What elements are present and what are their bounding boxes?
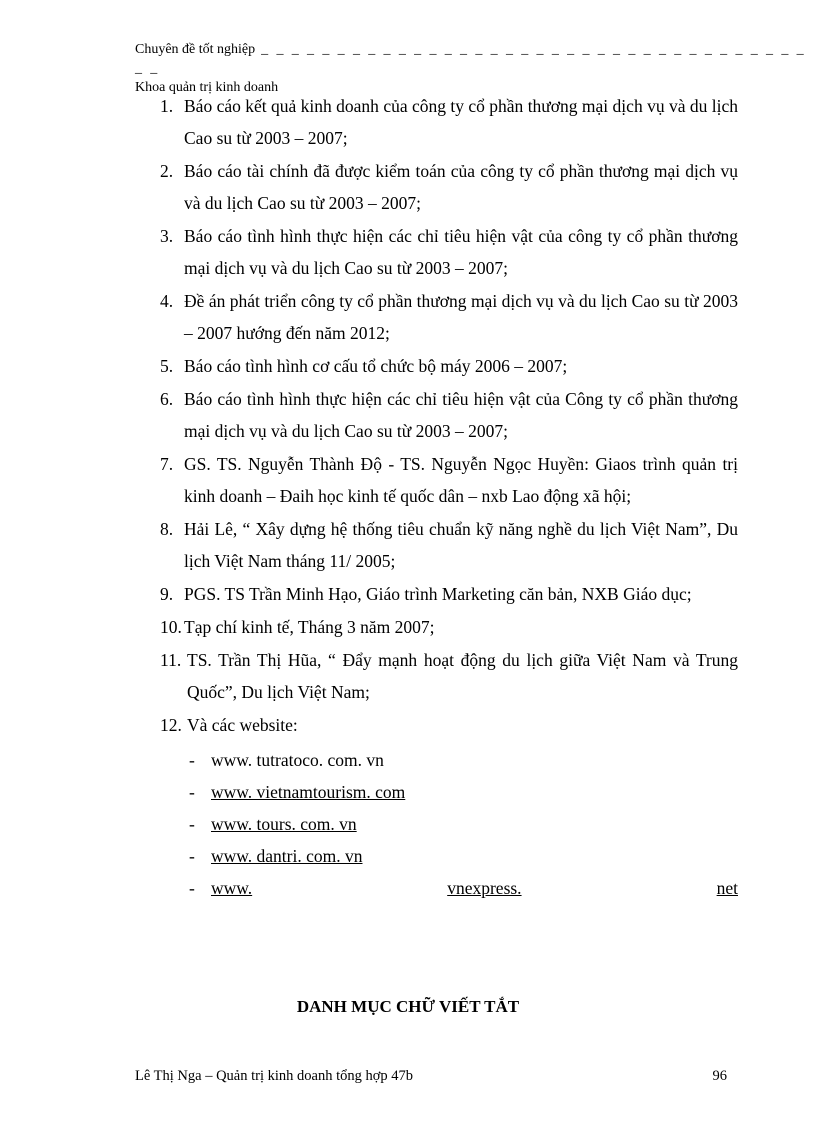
reference-number: 10. xyxy=(160,617,182,637)
reference-text: Báo cáo tình hình thực hiện các chỉ tiêu hiện vật của Công ty cổ phần thương mại dịch vụ và du lịch Cao su từ 2003 – 2007; xyxy=(184,389,738,441)
reference-number: 2. xyxy=(160,161,174,181)
reference-text: Báo cáo tình hình thực hiện các chỉ tiêu hiện vật của công ty cổ phần thương mại dịch vụ và du lịch Cao su từ 2003 – 2007; xyxy=(184,226,738,278)
reference-text: Hải Lê, “ Xây dựng hệ thống tiêu chuẩn kỹ năng nghề du lịch Việt Nam”, Du lịch Việt Nam tháng 11/ 2005; xyxy=(184,519,738,571)
reference-item xyxy=(160,155,738,219)
website-item xyxy=(187,872,738,904)
list-dash: - xyxy=(189,814,195,834)
page-header xyxy=(135,40,816,97)
website-link-vietnamtourism[interactable]: www. vietnamtourism. com xyxy=(211,782,406,802)
reference-item xyxy=(160,90,738,154)
website-item xyxy=(187,776,738,808)
reference-item xyxy=(160,578,738,610)
website-list xyxy=(187,744,738,904)
list-dash: - xyxy=(189,878,195,898)
reference-text: Báo cáo tài chính đã được kiểm toán của công ty cổ phần thương mại dịch vụ và du lịch Cao su từ 2003 – 2007; xyxy=(184,161,738,213)
page-number: 96 xyxy=(712,1068,727,1084)
reference-text: TS. Trần Thị Hũa, “ Đẩy mạnh hoạt động du lịch giữa Việt Nam và Trung Quốc”, Du lịch Việt Nam; xyxy=(187,650,738,702)
reference-text: Báo cáo kết quả kinh doanh của công ty cổ phần thương mại dịch vụ và du lịch Cao su từ 2003 – 2007; xyxy=(184,96,738,148)
header-dashes: _ _ _ _ _ _ _ _ _ _ _ _ _ _ _ _ _ _ _ _ _ _ _ _ _ _ _ _ _ _ _ _ _ _ _ _ _ _ xyxy=(135,42,807,76)
section-heading: DANH MỤC CHỮ VIẾT TẮT xyxy=(296,997,520,1016)
reference-number: 1. xyxy=(160,96,174,116)
header-title: Chuyên đề tốt nghiệp xyxy=(135,42,256,57)
website-link-dantri[interactable]: www. dantri. com. vn xyxy=(211,846,363,866)
website-item xyxy=(187,744,738,776)
website-link-vnexpress[interactable] xyxy=(211,872,738,904)
list-dash: - xyxy=(189,750,195,770)
website-item xyxy=(187,840,738,872)
reference-item xyxy=(160,709,738,904)
footer-author: Lê Thị Nga – Quản trị kinh doanh tổng hợp 47b xyxy=(135,1068,414,1084)
vnexpress-part-tld: net xyxy=(716,878,738,898)
page-footer xyxy=(135,1068,727,1085)
reference-number: 5. xyxy=(160,356,174,376)
vnexpress-part-www: www. xyxy=(211,878,253,898)
reference-item xyxy=(160,513,738,577)
vnexpress-part-domain: vnexpress. xyxy=(447,878,522,898)
reference-item xyxy=(160,220,738,284)
list-dash: - xyxy=(189,782,195,802)
reference-text: PGS. TS Trần Minh Hạo, Giáo trình Marketing căn bản, NXB Giáo dục; xyxy=(184,584,692,604)
reference-number: 12. xyxy=(160,715,182,735)
header-line-1 xyxy=(135,40,816,78)
reference-item xyxy=(160,285,738,349)
reference-text: Báo cáo tình hình cơ cấu tổ chức bộ máy 2006 – 2007; xyxy=(184,356,568,376)
reference-item xyxy=(160,448,738,512)
reference-list xyxy=(160,90,738,905)
reference-item xyxy=(160,383,738,447)
reference-number: 4. xyxy=(160,291,174,311)
reference-number: 3. xyxy=(160,226,174,246)
website-item xyxy=(187,808,738,840)
reference-text: GS. TS. Nguyễn Thành Độ - TS. Nguyễn Ngọc Huyền: Giaos trình quản trị kinh doanh – Đaih học kinh tế quốc dân – nxb Lao động xã hội; xyxy=(184,454,738,506)
reference-text: Và các website: xyxy=(187,715,298,735)
reference-number: 6. xyxy=(160,389,174,409)
website-link-tutratoco[interactable]: www. tutratoco. com. vn xyxy=(211,750,384,770)
reference-number: 7. xyxy=(160,454,174,474)
reference-number: 11. xyxy=(160,650,182,670)
reference-item xyxy=(160,644,738,708)
reference-item xyxy=(160,350,738,382)
list-dash: - xyxy=(189,846,195,866)
website-link-tours[interactable]: www. tours. com. vn xyxy=(211,814,357,834)
reference-number: 8. xyxy=(160,519,174,539)
header-line-2: Khoa quản trị kinh doanh xyxy=(135,80,279,95)
reference-number: 9. xyxy=(160,584,174,604)
reference-item xyxy=(160,611,738,643)
reference-text: Tạp chí kinh tế, Tháng 3 năm 2007; xyxy=(184,617,435,637)
reference-text: Đề án phát triển công ty cổ phần thương mại dịch vụ và du lịch Cao su từ 2003 – 2007 hướng đến năm 2012; xyxy=(184,291,738,343)
